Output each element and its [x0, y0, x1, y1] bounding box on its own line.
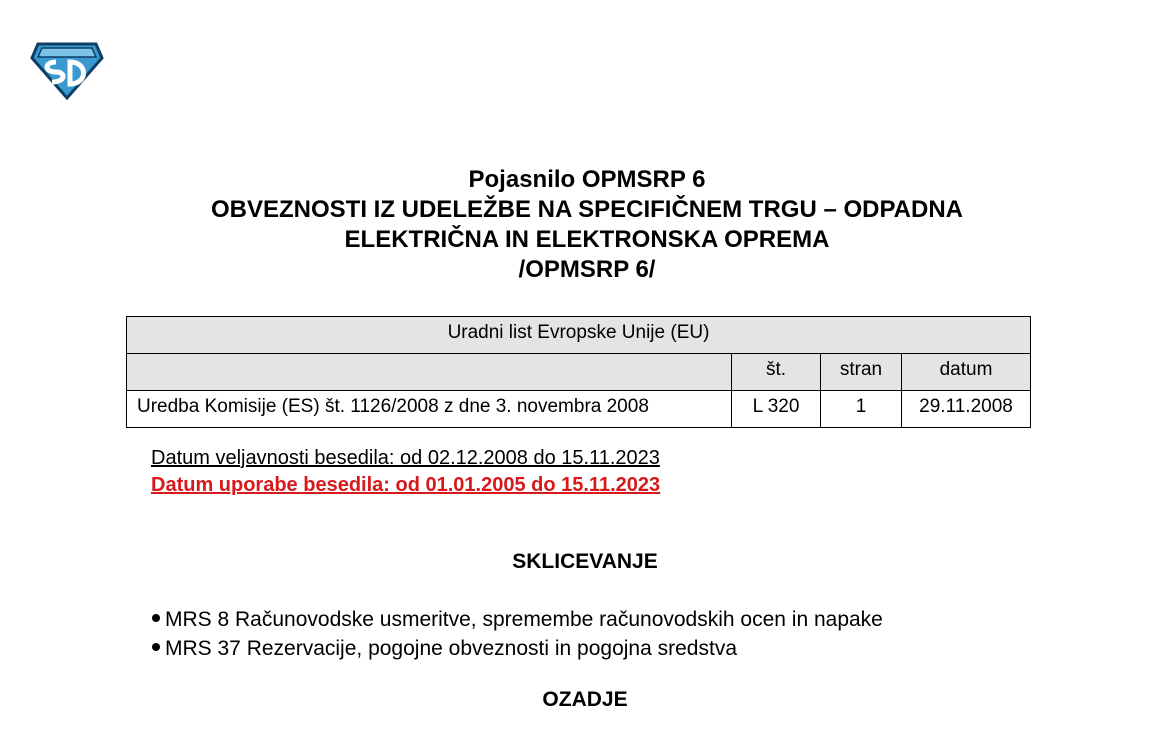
row-stran: 1 [821, 391, 902, 428]
title-line-4: /OPMSRP 6/ [518, 256, 656, 283]
document-title [0, 165, 1157, 285]
title-line-3: ELEKTRIČNA IN ELEKTRONSKA OPREMA [344, 226, 830, 253]
title-line-2: OBVEZNOSTI IZ UDELEŽBE NA SPECIFIČNEM TRGU – ODPADNA [210, 196, 964, 223]
row-description: Uredba Komisije (ES) št. 1126/2008 z dne 3. novembra 2008 [127, 391, 732, 428]
validity-date: Datum veljavnosti besedila: od 02.12.2008 do 15.11.2023 [151, 447, 660, 469]
col-header-st: št. [732, 354, 821, 391]
ozadje-heading: OZADJE [542, 688, 628, 711]
col-header-stran: stran [821, 354, 902, 391]
table-header: Uradni list Evropske Unije (EU) [127, 317, 1031, 354]
reference-text: MRS 37 Rezervacije, pogojne obveznosti in pogojna sredstva [165, 637, 737, 660]
list-item [152, 605, 883, 634]
bullet-icon [152, 614, 160, 622]
official-journal-table [126, 316, 1031, 428]
table-row [127, 391, 1031, 428]
reference-list [152, 605, 883, 663]
bullet-icon [152, 643, 160, 651]
sd-diamond-logo-icon [30, 40, 104, 100]
title-line-1: Pojasnilo OPMSRP 6 [468, 166, 706, 193]
reference-text: MRS 8 Računovodske usmeritve, spremembe računovodskih ocen in napake [165, 608, 883, 631]
validity-dates [151, 445, 660, 499]
row-st: L 320 [732, 391, 821, 428]
table-header-blank [127, 354, 732, 391]
sklicevanje-heading: SKLICEVANJE [512, 550, 658, 573]
application-date: Datum uporabe besedila: od 01.01.2005 do 15.11.2023 [151, 474, 661, 496]
list-item [152, 634, 883, 663]
col-header-datum: datum [902, 354, 1031, 391]
row-datum: 29.11.2008 [902, 391, 1031, 428]
